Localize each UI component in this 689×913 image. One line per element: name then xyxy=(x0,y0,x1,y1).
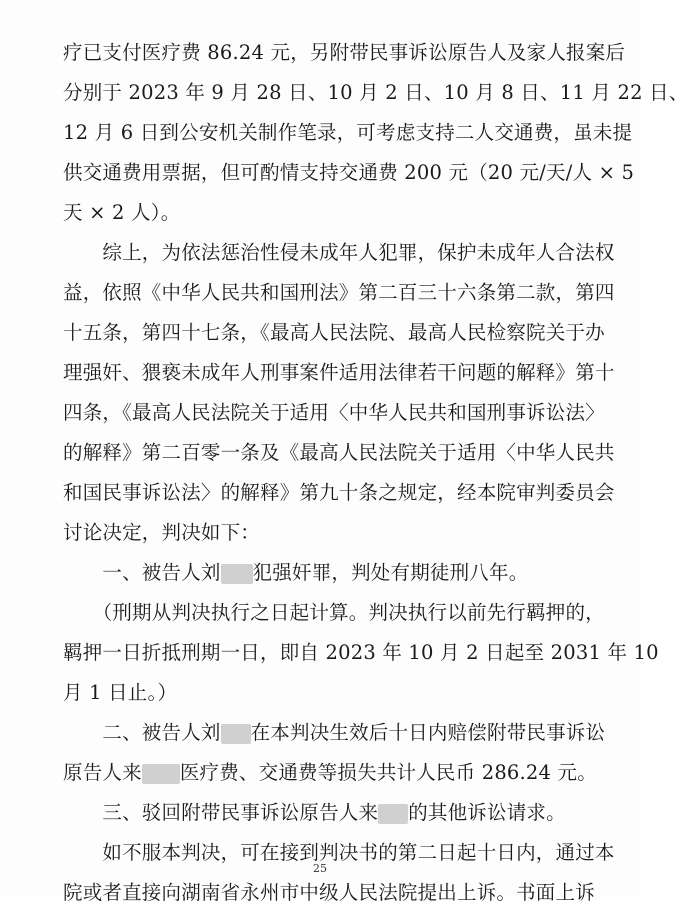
text-line xyxy=(63,353,615,393)
text-line xyxy=(63,393,605,433)
line-text-continued: 医疗费、交通费等损失共计人民币 286.24 元。 xyxy=(179,761,597,784)
text-line xyxy=(63,273,615,313)
line-text-continued: 在本判决生效后十日内赔偿附带民事诉讼 xyxy=(250,721,606,744)
page-number: 25 xyxy=(313,862,327,875)
line-text-continued: 犯强奸罪，判处有期徒刑八年。 xyxy=(252,561,529,584)
redacted-name xyxy=(378,804,408,824)
line-text: 和国民事诉讼法〉的解释》第九十条之规定，经本院审判委员会 xyxy=(63,481,615,504)
line-text: 讨论决定，判决如下： xyxy=(63,521,261,544)
text-line xyxy=(63,153,635,193)
line-text: 二、被告人刘 xyxy=(63,721,221,744)
text-line xyxy=(63,113,633,153)
line-text: 疗已支付医疗费 86.24 元，另附带民事诉讼原告人及家人报案后 xyxy=(63,41,626,64)
line-text: 羁押一日折抵刑期一日，即自 2023 年 10 月 2 日起至 2031 年 10 xyxy=(63,641,659,664)
line-text: 月 1 日止。） xyxy=(63,681,178,704)
text-line xyxy=(63,593,605,633)
text-line xyxy=(63,713,606,753)
line-text: 院或者直接向湖南省永州市中级人民法院提出上诉。书面上诉 xyxy=(63,881,595,904)
text-line xyxy=(63,73,689,113)
text-line xyxy=(63,473,615,513)
line-text: 理强奸、猥亵未成年人刑事案件适用法律若干问题的解释》第十 xyxy=(63,361,615,384)
redacted-name xyxy=(142,764,180,784)
line-text: 十五条，第四十七条，《最高人民法院、最高人民检察院关于办 xyxy=(63,321,605,344)
text-line xyxy=(63,33,626,73)
line-text: 如不服本判决，可在接到判决书的第二日起十日内，通过本 xyxy=(63,841,615,864)
line-text: 天 × 2 人）。 xyxy=(63,201,181,224)
line-text: 12 月 6 日到公安机关制作笔录，可考虑支持二人交通费，虽未提 xyxy=(63,121,633,144)
text-line xyxy=(63,513,593,553)
line-text: 的解释》第二百零一条及《最高人民法院关于适用〈中华人民共 xyxy=(63,441,615,464)
text-line xyxy=(63,873,593,913)
text-line xyxy=(63,433,615,473)
line-text: 原告人来 xyxy=(63,761,142,784)
line-text: 综上，为依法惩治性侵未成年人犯罪，保护未成年人合法权 xyxy=(63,241,615,264)
text-line xyxy=(63,633,659,673)
line-text: 一、被告人刘 xyxy=(63,561,221,584)
text-line xyxy=(63,673,593,713)
line-text-continued: 的其他诉讼请求。 xyxy=(408,801,566,824)
line-text: 三、驳回附带民事诉讼原告人来 xyxy=(63,801,379,824)
text-line xyxy=(63,313,605,353)
line-text: （刑期从判决执行之日起计算。判决执行以前先行羁押的， xyxy=(63,601,605,624)
line-text: 供交通费用票据，但可酌情支持交通费 200 元（20 元/天/人 × 5 xyxy=(63,161,635,184)
judgment-body-text xyxy=(63,33,689,913)
line-text: 四条，《最高人民法院关于适用〈中华人民共和国刑事诉讼法〉 xyxy=(63,401,605,424)
text-line xyxy=(63,193,593,233)
line-text: 益，依照《中华人民共和国刑法》第二百三十六条第二款，第四 xyxy=(63,281,615,304)
line-text: 分别于 2023 年 9 月 28 日、10 月 2 日、10 月 8 日、11 月 22 日、 xyxy=(63,81,689,104)
text-line xyxy=(63,233,615,273)
redacted-name xyxy=(221,724,251,744)
text-line xyxy=(63,753,597,793)
text-line xyxy=(63,553,593,593)
text-line xyxy=(63,793,593,833)
redacted-name xyxy=(221,564,253,584)
